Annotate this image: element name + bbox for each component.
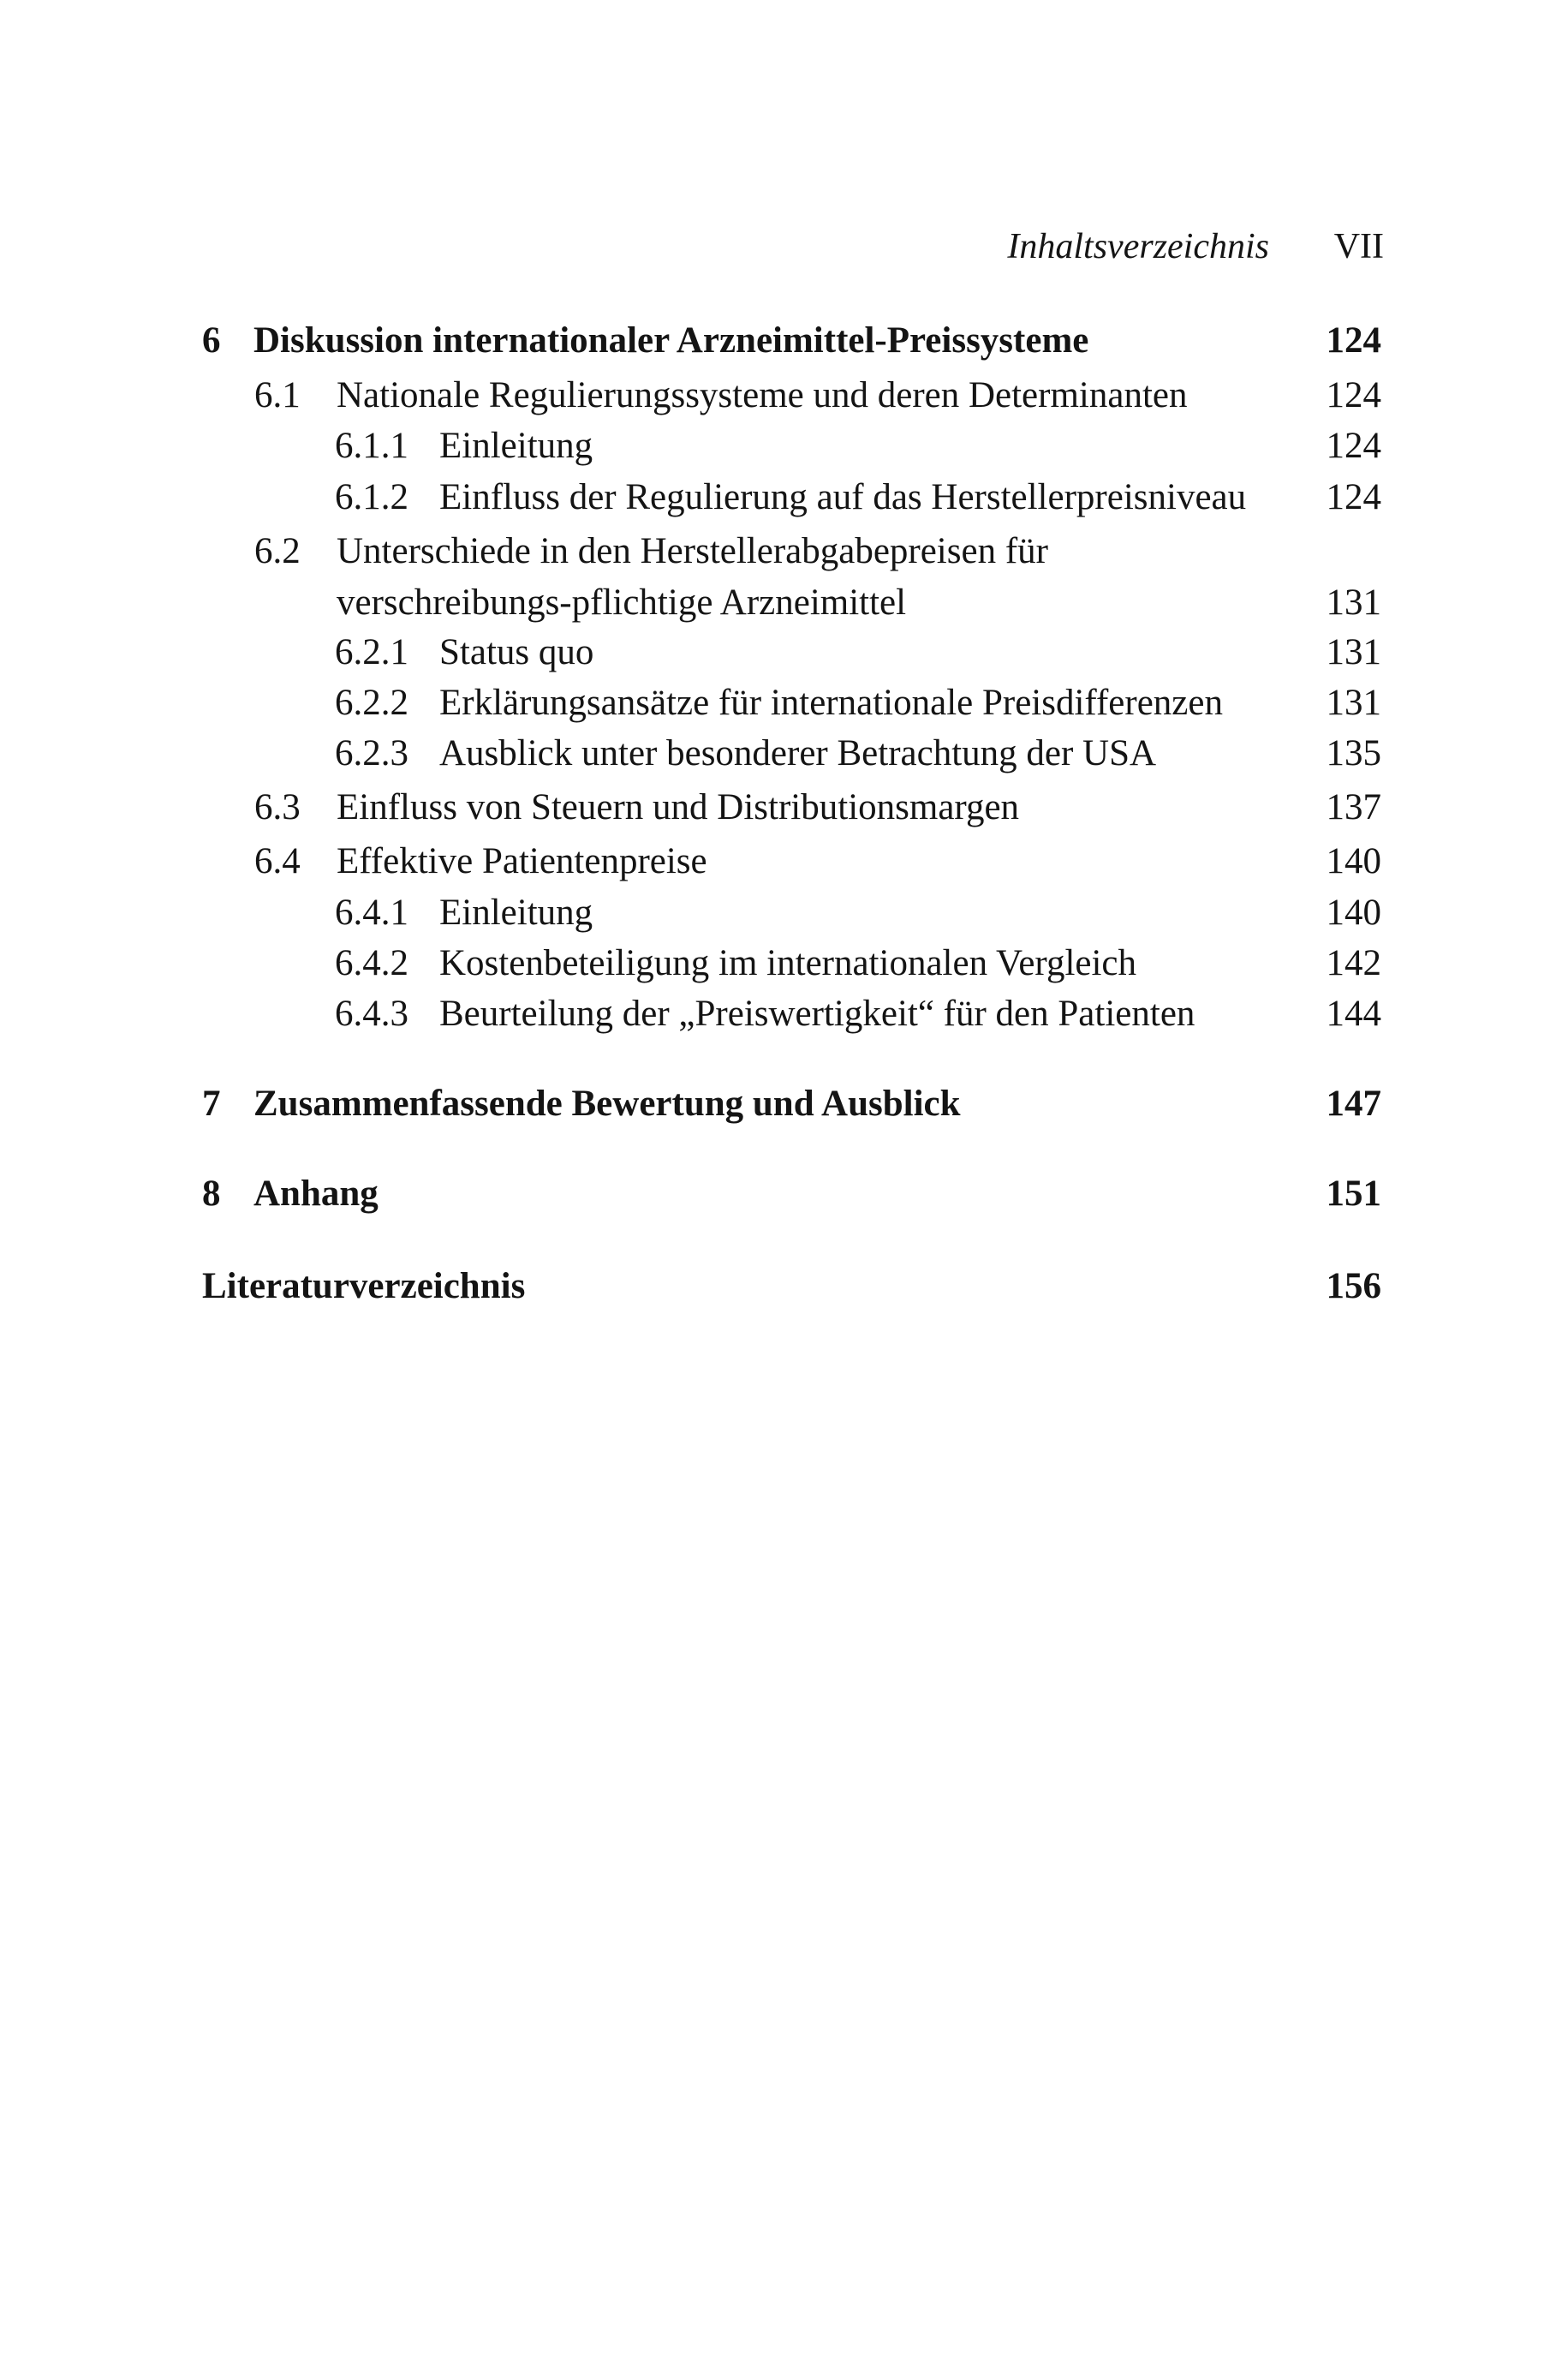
toc-entry-number: 6.2.3 — [335, 733, 408, 773]
toc-entry-page: 131 — [1326, 632, 1381, 672]
toc-entry-page: 137 — [1326, 787, 1381, 827]
toc-entry-subsection — [0, 678, 1568, 729]
toc-entry-subsection — [0, 988, 1568, 1040]
toc-entry-title: Einleitung — [439, 893, 593, 933]
toc-entry-title: Einfluss von Steuern und Distributionsmargen — [337, 787, 1020, 827]
toc-entry-number: 6.4.1 — [335, 893, 408, 933]
toc-entry-number: 7 — [202, 1084, 221, 1124]
toc-entry-title: Unterschiede in den Herstellerabgabepreisen für verschreibungs-pflichtige Arzneimittel — [337, 531, 1048, 623]
toc-entry-subsection — [0, 938, 1568, 989]
toc-entry-subsection — [0, 421, 1568, 472]
toc-entry-page: 131 — [1326, 582, 1381, 623]
running-header-page-number: VII — [1333, 227, 1384, 266]
toc-entry-chapter — [0, 1168, 1568, 1220]
toc-entry-page: 124 — [1326, 375, 1381, 415]
running-header-title: Inhaltsverzeichnis — [1007, 227, 1269, 266]
toc-entry-section — [0, 782, 1568, 833]
toc-entry-title: Nationale Regulierungssysteme und deren Determinanten — [337, 375, 1188, 415]
toc-entry-page: 140 — [1326, 841, 1381, 881]
toc-entry-title: Anhang — [253, 1174, 379, 1214]
toc-entry-title: Ausblick unter besonderer Betrachtung der USA — [439, 733, 1157, 773]
toc-entry-title: Beurteilung der „Preiswertigkeit“ für den Patienten — [439, 994, 1195, 1034]
toc-entry-title: Diskussion internationaler Arzneimittel-Preissysteme — [253, 320, 1089, 361]
toc-entry-number: 6.4.3 — [335, 994, 408, 1034]
toc-entry-page: 156 — [1326, 1266, 1381, 1306]
toc-entry-subsection — [0, 887, 1568, 939]
toc-entry-title: Einfluss der Regulierung auf das Herstellerpreisniveau — [439, 477, 1247, 517]
toc-entry-title: Effektive Patientenpreise — [337, 841, 707, 881]
toc-entry-page: 124 — [1326, 320, 1381, 361]
toc-entry-page: 147 — [1326, 1084, 1381, 1124]
toc-entry-title: Erklärungsansätze für internationale Preisdifferenzen — [439, 683, 1223, 723]
toc-entry-page: 124 — [1326, 477, 1381, 517]
toc-entry-number: 6.4.2 — [335, 943, 408, 983]
toc-entry-page: 140 — [1326, 893, 1381, 933]
toc-entry-chapter — [0, 1078, 1568, 1130]
toc-entry-title: Literaturverzeichnis — [202, 1266, 526, 1306]
toc-entry-chapter — [0, 315, 1568, 367]
toc-entry-page: 151 — [1326, 1174, 1381, 1214]
toc-entry-number: 6.1.2 — [335, 477, 408, 517]
toc-entry-section — [0, 526, 1568, 629]
toc-entry-page: 131 — [1326, 683, 1381, 723]
toc-entry-page: 124 — [1326, 426, 1381, 466]
toc-entry-section — [0, 370, 1568, 421]
toc-entry-title: Status quo — [439, 632, 594, 672]
toc-entry-page: 142 — [1326, 943, 1381, 983]
toc-entry-section — [0, 836, 1568, 887]
toc-entry-subsection — [0, 472, 1568, 523]
toc-entry-title: Zusammenfassende Bewertung und Ausblick — [253, 1084, 961, 1124]
toc-entry-title: Einleitung — [439, 426, 593, 466]
toc-entry-number: 6.2.2 — [335, 683, 408, 723]
toc-entry-number: 6.1.1 — [335, 426, 408, 466]
toc-entry-page: 135 — [1326, 733, 1381, 773]
toc-entry-number: 6 — [202, 320, 221, 361]
running-header — [942, 221, 1384, 272]
toc-entry-number: 6.2 — [254, 531, 301, 571]
toc-entry-title: Kostenbeteiligung im internationalen Vergleich — [439, 943, 1137, 983]
toc-entry-bibliography — [0, 1261, 1568, 1312]
toc-entry-subsection — [0, 627, 1568, 678]
toc-entry-number: 8 — [202, 1174, 221, 1214]
toc-entry-subsection — [0, 728, 1568, 779]
toc-entry-number: 6.4 — [254, 841, 301, 881]
toc-entry-number: 6.1 — [254, 375, 301, 415]
toc-entry-number: 6.2.1 — [335, 632, 408, 672]
toc-entry-number: 6.3 — [254, 787, 301, 827]
toc-entry-page: 144 — [1326, 994, 1381, 1034]
